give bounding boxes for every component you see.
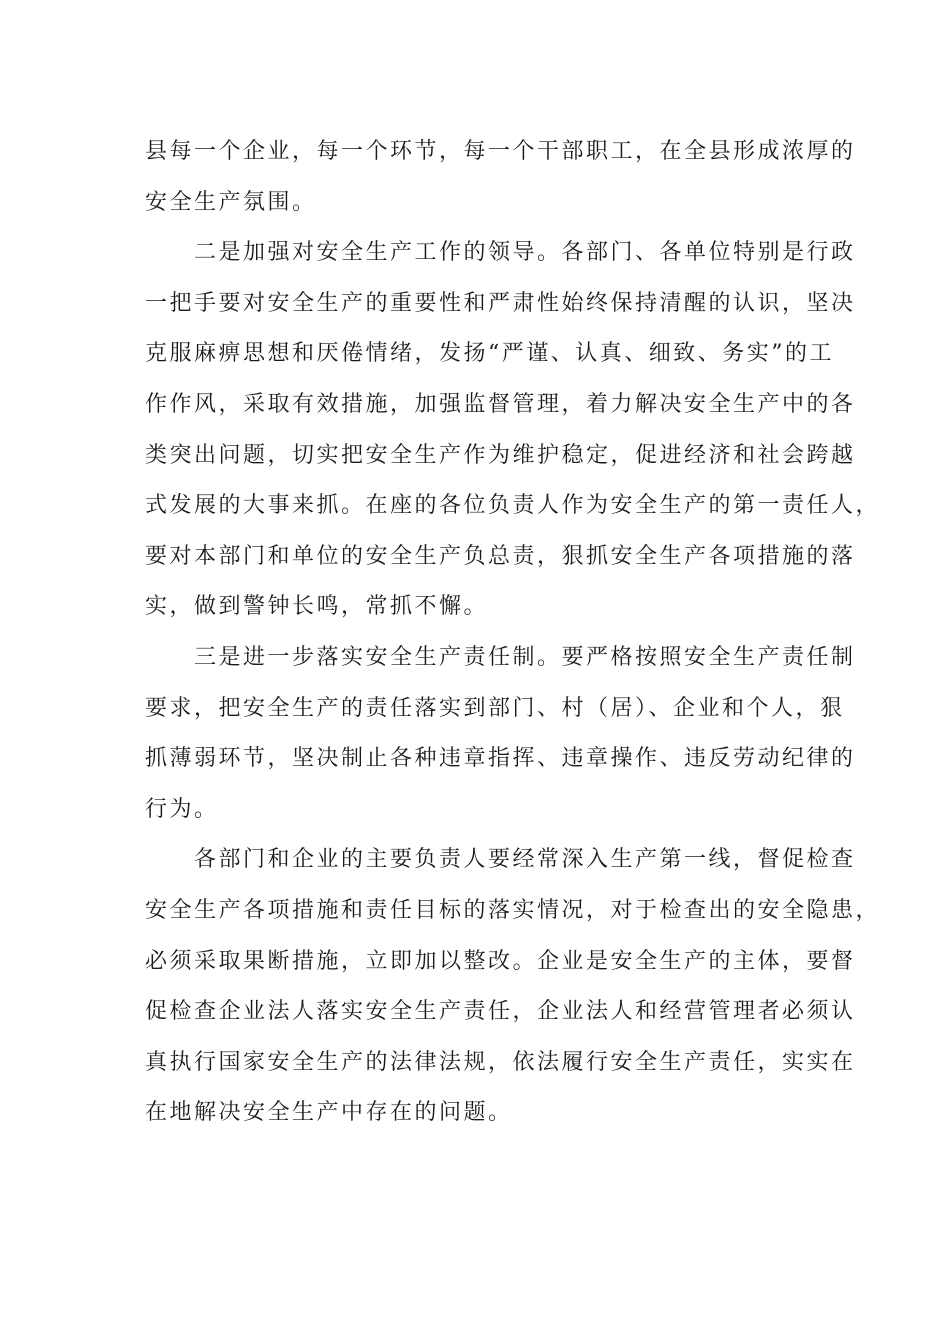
paragraph-4-line-5: 真执行国家安全生产的法律法规，依法履行安全生产责任，实实在 [145,1049,856,1075]
paragraph-2-line-1: 二是加强对安全生产工作的领导。各部门、各单位特别是行政 [194,240,856,266]
paragraph-1-line-2: 安全生产氛围。 [145,189,317,215]
paragraph-2-line-5: 类突出问题，切实把安全生产作为维护稳定，促进经济和社会跨越 [145,442,856,468]
paragraph-2-line-4: 作作风，采取有效措施，加强监督管理，着力解决安全生产中的各 [145,391,856,417]
paragraph-2-line-6: 式发展的大事来抓。在座的各位负责人作为安全生产的第一责任人， [145,493,881,519]
paragraph-4-line-2: 安全生产各项措施和责任目标的落实情况，对于检查出的安全隐患， [145,897,881,923]
body-text [145,127,881,1139]
paragraph-4-line-6: 在地解决安全生产中存在的问题。 [145,1100,513,1126]
paragraph-4-line-1: 各部门和企业的主要负责人要经常深入生产第一线，督促检查 [194,847,856,873]
paragraph-4-line-3: 必须采取果断措施，立即加以整改。企业是安全生产的主体，要督 [145,948,856,974]
paragraph-1-line-1: 县每一个企业，每一个环节，每一个干部职工，在全县形成浓厚的 [145,139,856,164]
paragraph-2-line-3: 克服麻痹思想和厌倦情绪，发扬“严谨、认真、细致、务实”的工 [145,341,834,367]
paragraph-3-line-1: 三是进一步落实安全生产责任制。要严格按照安全生产责任制 [194,644,856,670]
paragraph-2-line-2: 一把手要对安全生产的重要性和严肃性始终保持清醒的认识，坚决 [145,290,856,316]
paragraph-4-line-4: 促检查企业法人落实安全生产责任，企业法人和经营管理者必须认 [145,999,856,1025]
paragraph-3-line-2: 要求，把安全生产的责任落实到部门、村（居）、企业和个人，狠 [145,695,845,721]
paragraph-3-line-3: 抓薄弱环节，坚决制止各种违章指挥、违章操作、违反劳动纪律的 [145,746,856,772]
paragraph-2-line-8: 实，做到警钟长鸣，常抓不懈。 [145,594,489,620]
paragraph-3-line-4: 行为。 [145,796,219,822]
paragraph-2-line-7: 要对本部门和单位的安全生产负总责，狠抓安全生产各项措施的落 [145,543,856,569]
